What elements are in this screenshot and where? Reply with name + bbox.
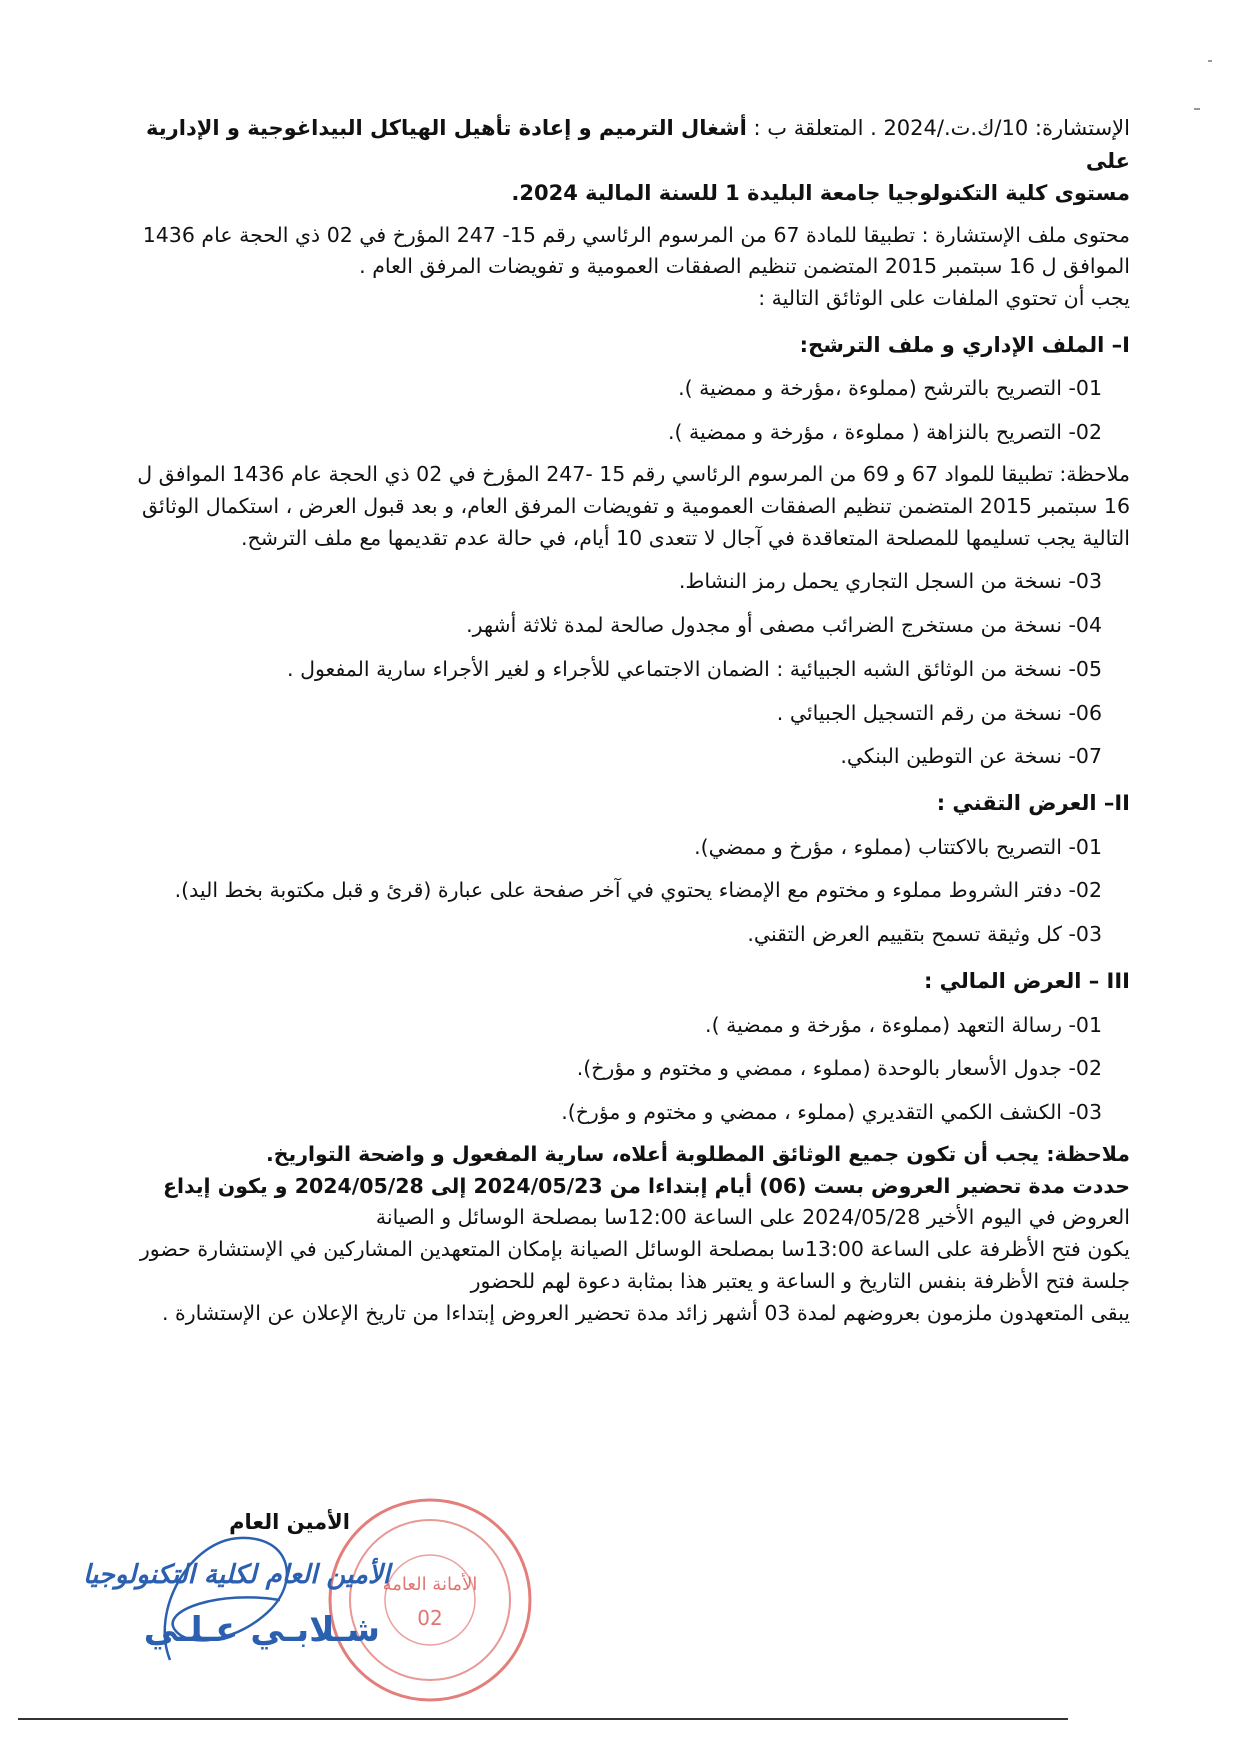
consultation-subject: أشغال الترميم و إعادة تأهيل الهياكل البيداغوجية و الإدارية على <box>146 116 1130 173</box>
note-line: ملاحظة: تطبيقا للمواد 67 و 69 من المرسوم الرئاسي رقم 15 -247 المؤرخ في 02 ذي الحجة عام 1436 الموافق ل <box>137 462 1130 487</box>
list-item: 05- نسخة من الوثائق الشبه الجبيائية : الضمان الاجتماعي للأجراء و لغير الأجراء سارية المفعول . <box>287 656 1102 681</box>
list-item: 07- نسخة عن التوطين البنكي. <box>840 744 1102 769</box>
final-note-line: يبقى المتعهدون ملزمون بعروضهم لمدة 03 أشهر زائد مدة تحضير العروض إبتداءا من تاريخ الإعلان عن الإستشارة . <box>161 1300 1130 1325</box>
seal-code: 02 <box>417 1606 443 1630</box>
note-line: التالية يجب تسليمها للمصلحة المتعاقدة في آجال لا تتعدى 10 أيام، في حالة عدم تقديمها مع ملف الترشح. <box>240 525 1130 550</box>
final-note-line: العروض في اليوم الأخير 2024/05/28 على الساعة 12:00سا بمصلحة الوسائل و الصيانة <box>375 1205 1130 1230</box>
consultation-subject-cont: مستوى كلية التكنولوجيا جامعة البليدة 1 للسنة المالية 2024. <box>511 181 1130 206</box>
intro-line-1: محتوى ملف الإستشارة : تطبيقا للمادة 67 من المرسوم الرئاسي رقم 15- 247 المؤرخ في 02 ذي الحجة عام 1436 <box>142 222 1130 247</box>
final-note-line: يكون فتح الأظرفة على الساعة 13:00سا بمصلحة الوسائل الصيانة بإمكان المتعهدين المشاركين في الإستشارة حضور <box>139 1237 1130 1262</box>
signatory-stamp: الأمين العام لكلية التكنولوجيا <box>83 1560 390 1590</box>
list-item: 01- رسالة التعهد (مملوءة ، مؤرخة و ممضية ). <box>705 1012 1102 1037</box>
list-item: 02- جدول الأسعار بالوحدة (مملوء ، ممضي و مختوم و مؤرخ). <box>576 1056 1102 1081</box>
list-item: 01- التصريح بالترشح (مملوءة ،مؤرخة و ممضية ). <box>678 376 1102 401</box>
list-item: 01- التصريح بالاكتتاب (مملوء ، مؤرخ و ممضي). <box>694 834 1102 859</box>
list-item: 03- الكشف الكمي التقديري (مملوء ، ممضي و مختوم و مؤرخ). <box>561 1100 1102 1125</box>
list-item: 03- نسخة من السجل التجاري يحمل رمز النشاط. <box>678 569 1102 594</box>
final-note-line: جلسة فتح الأظرفة بنفس التاريخ و الساعة و يعتبر هذا بمثابة دعوة لهم للحضور <box>470 1268 1130 1293</box>
section-title-administrative: I– الملف الإداري و ملف الترشح: <box>799 332 1130 357</box>
list-item: 02- التصريح بالنزاهة ( مملوءة ، مؤرخة و ممضية ). <box>667 420 1102 445</box>
section-title-financial: III – العرض المالي : <box>923 968 1130 993</box>
bottom-rule <box>18 1718 1068 1720</box>
intro-line-3: يجب أن تحتوي الملفات على الوثائق التالية : <box>758 286 1130 311</box>
note-line: 16 سبتمبر 2015 المتضمن تنظيم الصفقات العمومية و تفويضات المرفق العام، و بعد قبول العرض ، استكمال الوثائق <box>141 493 1130 518</box>
scan-artifact <box>1208 60 1212 62</box>
section-title-technical: II– العرض التقني : <box>936 791 1130 816</box>
list-item: 03- كل وثيقة تسمح بتقييم العرض التقني. <box>747 922 1102 947</box>
list-item: 06- نسخة من رقم التسجيل الجبيائي . <box>776 700 1102 725</box>
signature-block <box>60 1510 390 1680</box>
list-item: 04- نسخة من مستخرج الضرائب مصفى أو مجدول صالحة لمدة ثلاثة أشهر. <box>466 613 1102 638</box>
scan-artifact <box>1194 108 1200 110</box>
final-note-title: ملاحظة: يجب أن تكون جميع الوثائق المطلوبة أعلاه، سارية المفعول و واضحة التواريخ. <box>265 1141 1130 1166</box>
seal-title: الأمانة العامة <box>382 1574 478 1595</box>
handwritten-signature-icon <box>130 1520 320 1680</box>
final-note-line: حددت مدة تحضير العروض بست (06) أيام إبتداءا من 2024/05/23 إلى 2024/05/28 و يكون إيداع <box>162 1173 1130 1198</box>
document-body <box>100 112 1130 1329</box>
intro-line-2: الموافق ل 16 سبتمبر 2015 المتضمن تنظيم الصفقات العمومية و تفويضات المرفق العام . <box>359 254 1130 279</box>
list-item: 02- دفتر الشروط مملوء و مختوم مع الإمضاء يحتوي في آخر صفحة على عبارة (قرئ و قبل مكتوبة بخط اليد). <box>174 878 1102 903</box>
consultation-reference: الإستشارة: 10/ك.ت./2024 . المتعلقة ب : <box>753 116 1130 140</box>
signatory-title: الأمين العام <box>229 1510 350 1534</box>
signatory-name: شـلابـي عـلـي <box>143 1610 380 1650</box>
consultation-header <box>100 112 1130 177</box>
